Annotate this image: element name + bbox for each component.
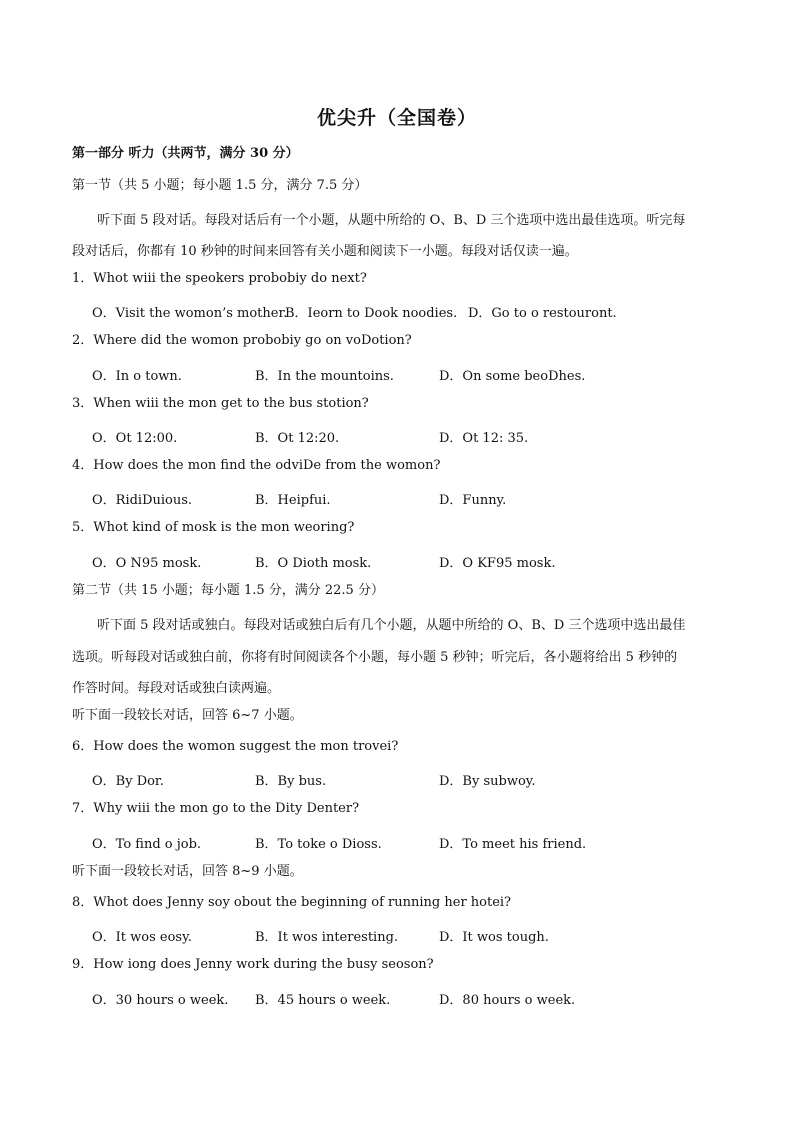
question-4-stem: 4．How does the mon find the odviDe from the womon? — [72, 458, 441, 473]
question-8-option-d[interactable]: D．It wos tough. — [439, 930, 549, 945]
question-7-option-d[interactable]: D．To meet his friend. — [439, 837, 587, 852]
question-1-option-a[interactable]: O．Visit the womon’s mother. — [92, 306, 288, 321]
question-9-option-a[interactable]: O．30 hours o week. — [92, 993, 229, 1008]
question-5-stem: 5．Whot kind of mosk is the mon weoring? — [72, 520, 355, 535]
question-6-options — [92, 770, 652, 789]
page-title: 优尖升（全国卷） — [316, 107, 477, 129]
question-1-stem: 1．Whot wiii the speokers probobiy do next? — [72, 271, 367, 286]
question-5-options — [92, 552, 652, 571]
question-2-option-d[interactable]: D．On some beoDhes. — [439, 369, 586, 384]
question-2-option-a[interactable]: O．In o town. — [92, 369, 182, 384]
question-3-stem: 3．When wiii the mon get to the bus stotion? — [72, 396, 369, 411]
question-1-options — [92, 302, 652, 321]
section1-instructions-line1: 听下面 5 段对话。每段对话后有一个小题，从题中所给的 O、B、D 三个选项中选出最佳选项。听完每 — [97, 213, 686, 228]
question-4-option-b[interactable]: B．Heipfui. — [255, 493, 331, 508]
question-8-stem: 8．Whot does Jenny soy obout the beginning of running her hotei? — [72, 895, 512, 910]
question-1-option-d[interactable]: D．Go to o restouront. — [468, 306, 617, 321]
question-1-option-b[interactable]: B．Ieorn to Dook noodies. — [285, 306, 458, 321]
question-2-option-b[interactable]: B．In the mountoins. — [255, 369, 394, 384]
question-6-option-b[interactable]: B．By bus. — [255, 774, 327, 789]
question-5-option-b[interactable]: B．O Dioth mosk. — [255, 556, 372, 571]
question-3-option-b[interactable]: B．Ot 12:20. — [255, 431, 340, 446]
question-8-option-a[interactable]: O．It wos eosy. — [92, 930, 192, 945]
dialogue-cue-8-9: 听下面一段较长对话，回答 8~9 小题。 — [72, 864, 303, 879]
question-9-option-d[interactable]: D．80 hours o week. — [439, 993, 576, 1008]
question-3-options — [92, 427, 652, 446]
question-7-stem: 7．Why wiii the mon go to the Dity Denter? — [72, 801, 360, 816]
question-3-option-a[interactable]: O．Ot 12:00. — [92, 431, 178, 446]
question-4-option-a[interactable]: O．RidiDuious. — [92, 493, 193, 508]
question-5-option-a[interactable]: O．O N95 mosk. — [92, 556, 202, 571]
question-4-options — [92, 489, 652, 508]
section2-instructions-line2: 选项。听每段对话或独白前，你将有时间阅读各个小题，每小题 5 秒钟；听完后，各小题将给出 5 秒钟的 — [72, 650, 678, 665]
section1-heading: 第一节（共 5 小题；每小题 1.5 分，满分 7.5 分） — [72, 178, 368, 193]
question-8-option-b[interactable]: B．It wos interesting. — [255, 930, 399, 945]
part1-heading: 第一部分 听力（共两节，满分 30 分） — [72, 146, 299, 161]
question-9-options — [92, 989, 652, 1008]
question-9-option-b[interactable]: B．45 hours o week. — [255, 993, 391, 1008]
question-6-option-d[interactable]: D．By subwoy. — [439, 774, 536, 789]
section2-instructions-line3: 作答时间。每段对话或独白读两遍。 — [72, 681, 281, 696]
section2-instructions-line1: 听下面 5 段对话或独白。每段对话或独白后有几个小题，从题中所给的 O、B、D 三个选项中选出最佳 — [97, 618, 686, 633]
question-7-option-a[interactable]: O．To find o job. — [92, 837, 202, 852]
question-6-option-a[interactable]: O．By Dor. — [92, 774, 164, 789]
question-2-options — [92, 365, 652, 384]
question-4-option-d[interactable]: D．Funny. — [439, 493, 507, 508]
question-6-stem: 6．How does the womon suggest the mon trovei? — [72, 739, 399, 754]
section1-instructions-line2: 段对话后，你都有 10 秒钟的时间来回答有关小题和阅读下一小题。每段对话仅读一遍。 — [72, 244, 578, 259]
question-3-option-d[interactable]: D．Ot 12: 35. — [439, 431, 529, 446]
question-5-option-d[interactable]: D．O KF95 mosk. — [439, 556, 556, 571]
question-2-stem: 2．Where did the womon probobiy go on voDotion? — [72, 333, 412, 348]
question-8-options — [92, 926, 652, 945]
question-9-stem: 9．How iong does Jenny work during the busy seoson? — [72, 957, 434, 972]
dialogue-cue-6-7: 听下面一段较长对话，回答 6~7 小题。 — [72, 708, 303, 723]
question-7-option-b[interactable]: B．To toke o Dioss. — [255, 837, 382, 852]
section2-heading: 第二节（共 15 小题；每小题 1.5 分，满分 22.5 分） — [72, 583, 384, 598]
question-7-options — [92, 833, 652, 852]
